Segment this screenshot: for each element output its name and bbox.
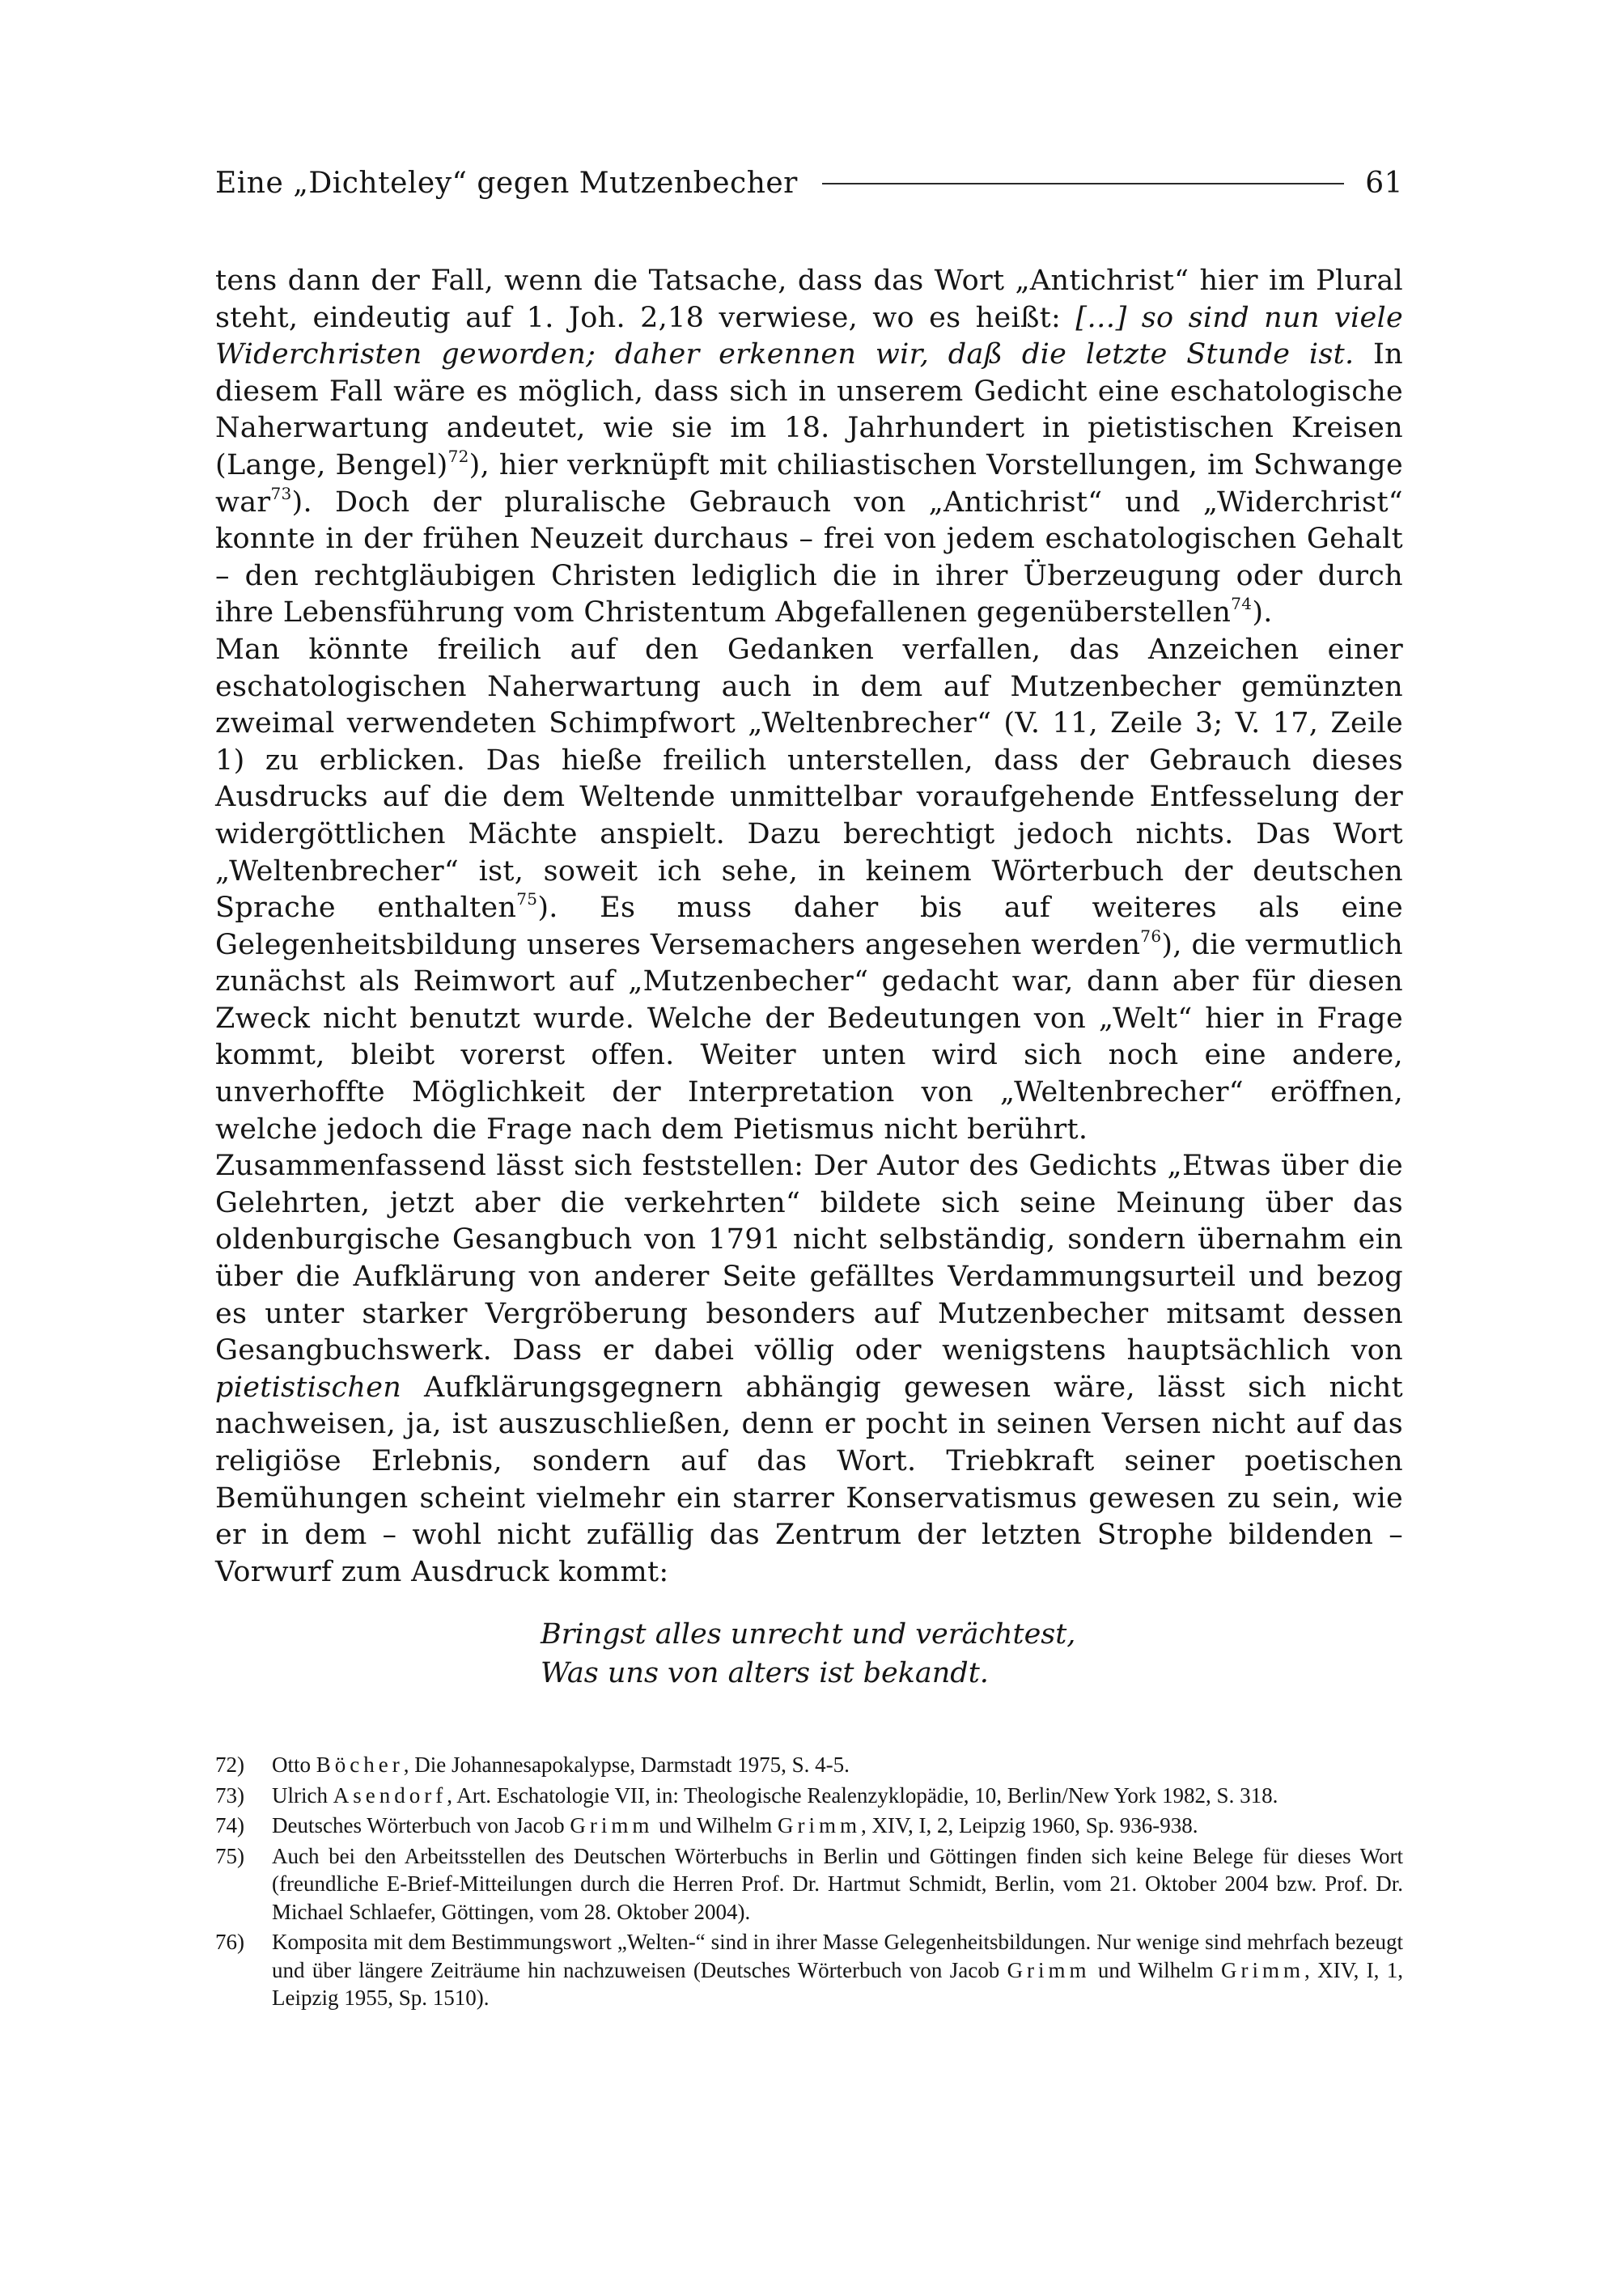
footnote [215, 1751, 1403, 1779]
text-run: ), hier verknüpft mit chiliastischen Vorstellungen, im Schwange war [215, 448, 1403, 519]
footnote-text [272, 1928, 1403, 2012]
text-run: ). [1252, 596, 1273, 629]
footnote-text [272, 1751, 1403, 1779]
verse-line: Was uns von alters ist bekandt. [541, 1657, 989, 1689]
footnote-ref: 73 [270, 483, 292, 503]
paragraph [215, 1148, 1403, 1591]
text-run: Aufklärungsgegnern abhängig gewesen wäre, lässt sich nicht nachweisen, ja, ist auszuschließen, denn er pocht in seinen Versen nicht auf das religiöse Erlebnis, sondern auf das Wort. Triebkraft seiner poetischen Bemühungen scheint vielmehr ein starrer Konservatismus gewesen zu sein, wie er in dem – wohl nicht zufällig das Zentrum der letzten Strophe bildenden – Vorwurf zum Ausdruck kommt: [215, 1371, 1403, 1588]
spaced-name: Grimm [1220, 1957, 1304, 1982]
page-number: 61 [1365, 167, 1403, 200]
footnote-number: 74) [215, 1813, 244, 1837]
footnote [215, 1812, 1403, 1840]
footnote-number: 73) [215, 1782, 244, 1808]
verse-line: Bringst alles unrecht und verächtest, [541, 1618, 1076, 1651]
footnote-text [272, 1842, 1403, 1926]
paragraph [215, 263, 1403, 632]
text-run: ), die vermutlich zunächst als Reimwort auf „Mutzenbecher“ gedacht war, dann aber für diesen Zweck nicht benutzt wurde. Welche der Bedeutungen von „Welt“ hier in Frage kommt, bleibt vorerst offen. Weiter unten wird sich noch eine andere, unverhoffte Möglichkeit der Interpretation von „Weltenbrecher“ eröffnen, welche jedoch die Frage nach dem Pietismus nicht berührt. [215, 928, 1403, 1146]
verse-quote [541, 1615, 1075, 1693]
footnote-ref: 75 [516, 889, 538, 909]
footnotes [215, 1751, 1403, 2015]
text-run: und Wilhelm [653, 1813, 778, 1837]
text-run: , XIV, I, 2, Leipzig 1960, Sp. 936-938. [861, 1813, 1198, 1837]
spaced-name: Grimm [570, 1813, 654, 1837]
spaced-name: Böcher [316, 1753, 404, 1777]
text-run: , XIV, I, 1, Leipzig 1955, Sp. 1510). [272, 1957, 1403, 2010]
text-run: Deutsches Wörterbuch von Jacob [272, 1813, 570, 1837]
text-run: In diesem Fall wäre es möglich, dass sich in unserem Gedicht eine eschatologische Naherwartung andeutet, wie sie im 18. Jahrhundert in pietistischen Kreisen (Lange, Bengel) [215, 338, 1403, 481]
footnote-ref: 74 [1231, 594, 1253, 614]
italic-text: […] so sind nun viele Widerchristen geworden; daher erkennen wir, daß die letzte Stunde ist. [215, 301, 1403, 371]
text-run: ). Doch der pluralische Gebrauch von „Antichrist“ und „Widerchrist“ konnte in der frühen Neuzeit durchaus – frei von jedem eschatologischen Gehalt – den rechtgläubigen Christen lediglich die in ihrer Überzeugung oder durch ihre Lebensführung vom Christentum Abgefallenen gegenüberstellen [215, 485, 1403, 629]
footnote-number: 72) [215, 1753, 244, 1777]
spaced-name: Grimm [1007, 1957, 1091, 1982]
header-rule [822, 183, 1344, 184]
footnote-number: 76) [215, 1930, 244, 1954]
body-text [215, 263, 1403, 1591]
text-run: , Die Johannesapokalypse, Darmstadt 1975, S. 4-5. [403, 1753, 850, 1777]
text-run: und Wilhelm [1090, 1957, 1221, 1982]
footnote-ref: 72 [447, 446, 469, 466]
footnote [215, 1842, 1403, 1926]
running-header [215, 167, 1403, 200]
text-run: ). Es muss daher bis auf weiteres als eine Gelegenheitsbildung unseres Versemachers angesehen werden [215, 892, 1403, 961]
spaced-name: Grimm [778, 1813, 862, 1837]
running-title: Eine „Dichteley“ gegen Mutzenbecher [215, 167, 798, 200]
text-run: , Art. Eschatologie VII, in: Theologische Realenzyklopädie, 10, Berlin/New York 1982, S. 318. [447, 1782, 1278, 1808]
footnote [215, 1782, 1403, 1810]
text-run: Ulrich [272, 1782, 333, 1808]
text-run: Man könnte freilich auf den Gedanken verfallen, das Anzeichen einer eschatologischen Naherwartung auch in dem auf Mutzenbecher gemünzten zweimal verwendeten Schimpfwort „Weltenbrecher“ (V. 11, Zeile 3; V. 17, Zeile 1) zu erblicken. Das hieße freilich unterstellen, dass der Gebrauch dieses Ausdrucks auf die dem Weltende unmittelbar voraufgehende Entfesselung der widergöttlichen Mächte anspielt. Dazu berechtigt jedoch nichts. Das Wort „Weltenbrecher“ ist, soweit ich sehe, in keinem Wörterbuch der deutschen Sprache enthalten [215, 633, 1403, 925]
footnote [215, 1928, 1403, 2012]
footnote-number: 75) [215, 1843, 244, 1868]
text-run: Zusammenfassend lässt sich feststellen: Der Autor des Gedichts „Etwas über die Gelehrten, jetzt aber die verkehrten“ bildete sich seine Meinung über das oldenburgische Gesangbuch von 1791 nicht selbständig, sondern übernahm ein über die Aufklärung von anderer Seite gefälltes Verdammungsurteil und bezog es unter starker Vergröberung besonders auf Mutzenbecher mitsamt dessen Gesangbuchswerk. Dass er dabei völlig oder wenigstens hauptsächlich von [215, 1150, 1403, 1367]
paragraph [215, 632, 1403, 1148]
italic-text: pietistischen [215, 1371, 402, 1404]
text-run: Otto [272, 1753, 316, 1777]
text-run: tens dann der Fall, wenn die Tatsache, dass das Wort „Antichrist“ hier im Plural steht, eindeutig auf 1. Joh. 2,18 verwiese, wo es heißt: [215, 265, 1403, 334]
footnote-ref: 76 [1140, 926, 1162, 946]
footnote-text [272, 1812, 1403, 1840]
text-run: Komposita mit dem Bestimmungswort „Welten-“ sind in ihrer Masse Gelegenheitsbildungen. Nur wenige sind mehrfach bezeugt und über längere Zeiträume hin nachzuweisen (Deutsches Wörterbuch von Jacob [272, 1930, 1403, 1982]
spaced-name: Asendorf [333, 1782, 447, 1808]
footnote-text [272, 1782, 1403, 1810]
text-run: Auch bei den Arbeitsstellen des Deutschen Wörterbuchs in Berlin und Göttingen finden sich keine Belege für dieses Wort (freundliche E-Brief-Mitteilungen durch die Herren Prof. Dr. Hartmut Schmidt, Berlin, vom 21. Oktober 2004 bzw. Prof. Dr. Michael Schlaefer, Göttingen, vom 28. Oktober 2004). [272, 1843, 1403, 1924]
